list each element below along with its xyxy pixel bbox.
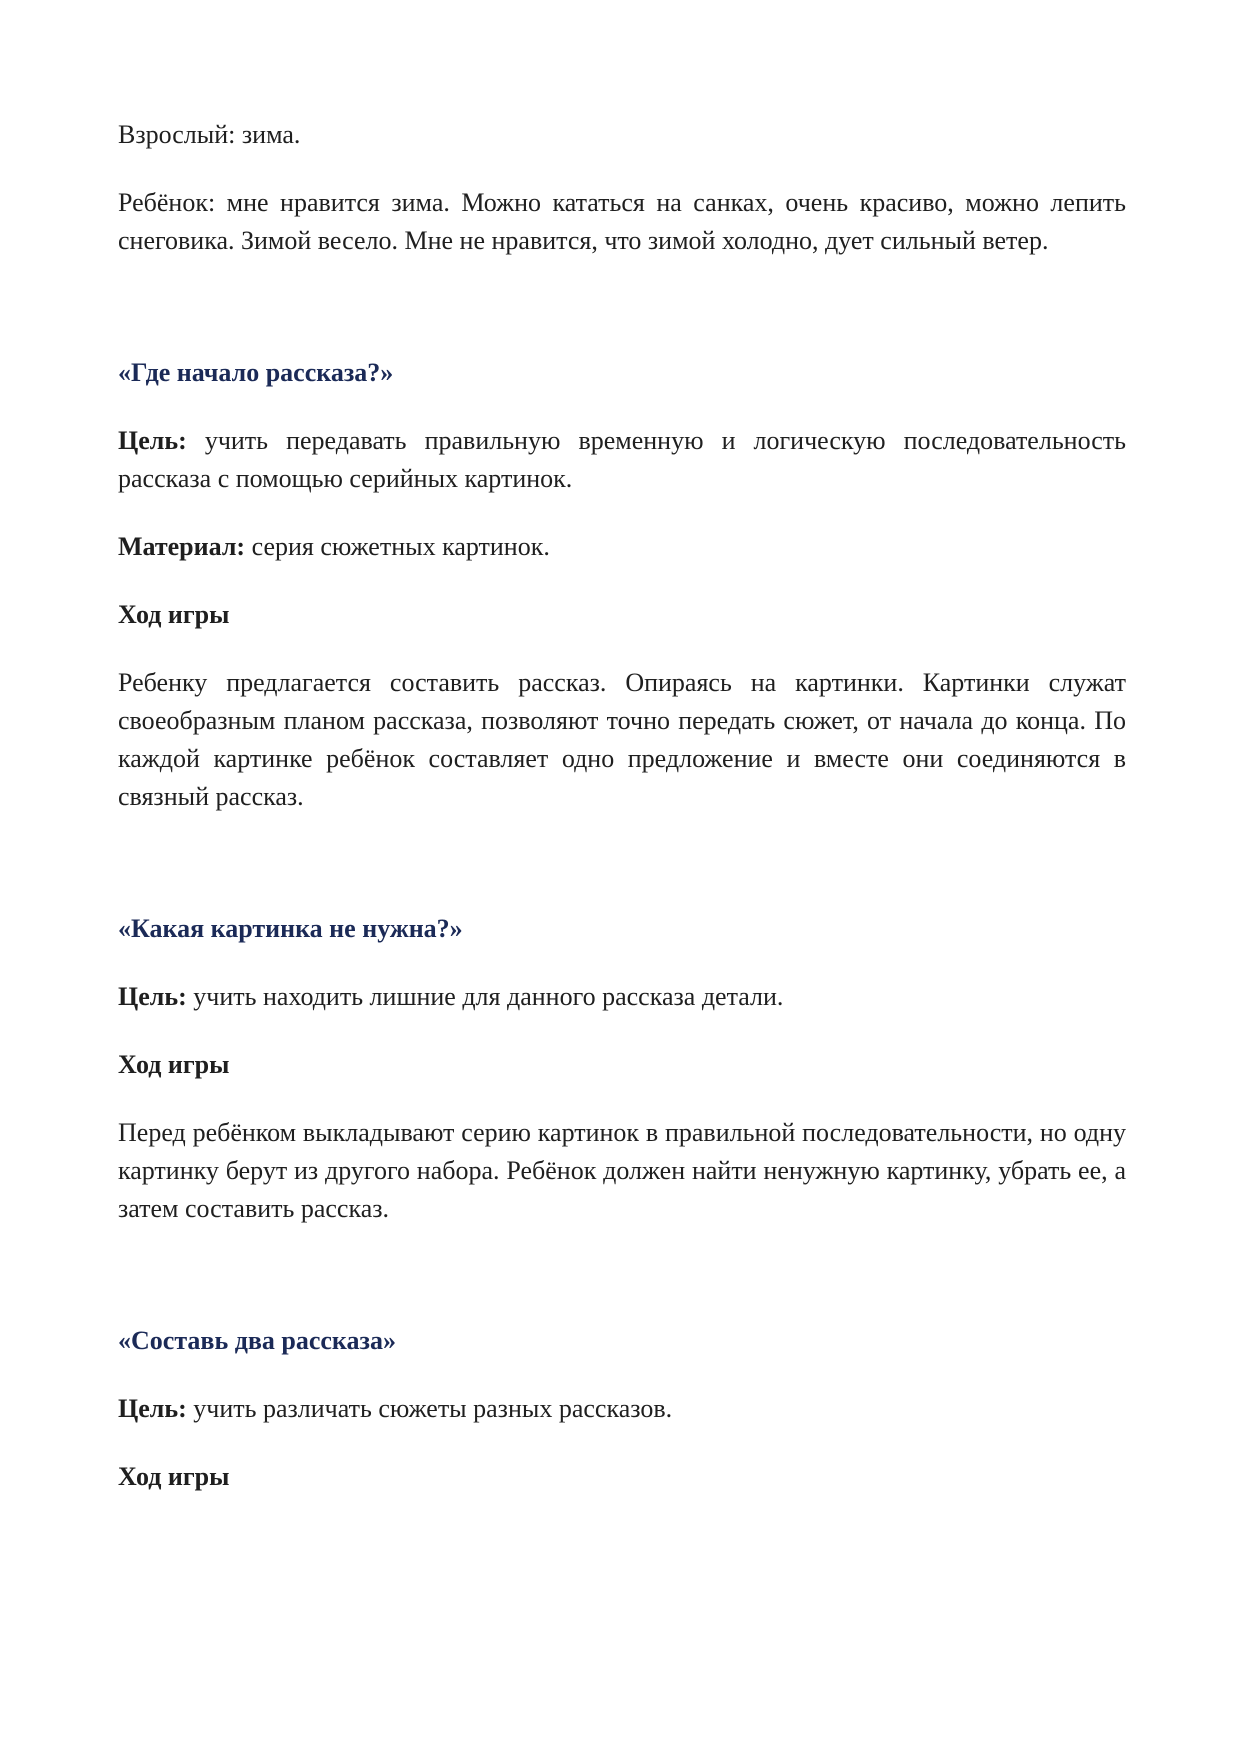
course-heading: Ход игры (118, 1462, 230, 1491)
goal-paragraph (118, 422, 1126, 498)
goal-paragraph (118, 1390, 1126, 1428)
game-title: «Какая картинка не нужна?» (118, 914, 463, 943)
course-heading: Ход игры (118, 1050, 230, 1079)
goal-label: Цель: (118, 1394, 187, 1423)
goal-paragraph (118, 978, 1126, 1016)
goal-text: учить передавать правильную временную и логическую последовательность рассказа с помощью серийных картинок. (118, 426, 1126, 493)
game-title: «Где начало рассказа?» (118, 358, 394, 387)
course-heading: Ход игры (118, 600, 230, 629)
goal-text: учить находить лишние для данного рассказа детали. (186, 982, 784, 1011)
game-title: «Составь два рассказа» (118, 1326, 396, 1355)
goal-text: учить различать сюжеты разных рассказов. (186, 1394, 673, 1423)
goal-label: Цель: (118, 426, 187, 455)
material-label: Материал: (118, 532, 246, 561)
goal-label: Цель: (118, 982, 187, 1011)
dialog-adult-line: Взрослый: зима. (118, 120, 301, 149)
material-text: серия сюжетных картинок. (245, 532, 550, 561)
dialog-child-line: Ребёнок: мне нравится зима. Можно кататься на санках, очень красиво, можно лепить снеговика. Зимой весело. Мне не нравится, что зимой холодно, дует сильный ветер. (118, 188, 1126, 255)
material-paragraph (118, 528, 1126, 566)
course-paragraph: Перед ребёнком выкладывают серию картинок в правильной последовательности, но одну картинку берут из другого набора. Ребёнок должен найти ненужную картинку, убрать ее, а затем составить рассказ. (118, 1118, 1126, 1223)
document-page (118, 116, 1126, 1496)
course-paragraph: Ребенку предлагается составить рассказ. Опираясь на картинки. Картинки служат своеобразным планом рассказа, позволяют точно передать сюжет, от начала до конца. По каждой картинке ребёнок составляет одно предложение и вместе они соединяются в связный рассказ. (118, 668, 1126, 811)
